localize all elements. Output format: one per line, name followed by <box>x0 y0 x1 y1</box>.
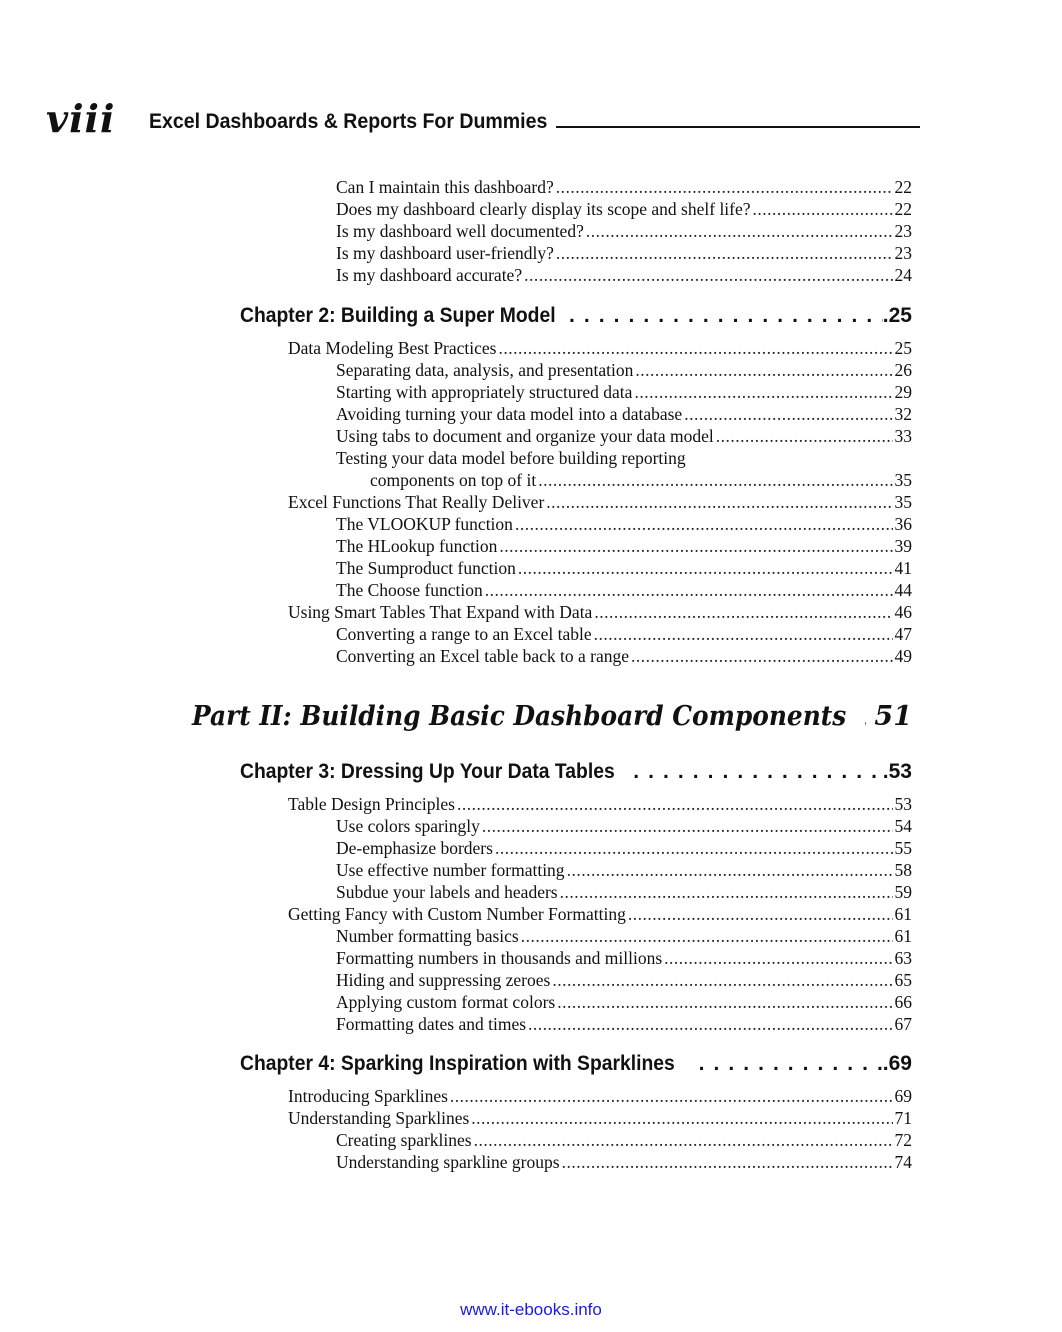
toc-entry: Avoiding turning your data model into a database ..... 32 <box>336 403 912 425</box>
toc-entry: Use effective number formatting ..... 58 <box>336 859 912 881</box>
footer-url: www.it-ebooks.info <box>460 1300 602 1319</box>
toc-entry: The HLookup function ..... 39 <box>336 535 912 557</box>
toc-entry: Formatting numbers in thousands and millions ..... 63 <box>336 947 912 969</box>
toc-entry: The Choose function ..... 44 <box>336 579 912 601</box>
toc-entry: Can I maintain this dashboard? ..... 22 <box>336 176 912 198</box>
toc-entry: Converting an Excel table back to a range ..... 49 <box>336 645 912 667</box>
toc-section: Excel Functions That Really Deliver ..... 35 <box>288 491 912 513</box>
toc-entry: Using tabs to document and organize your data model ..... 33 <box>336 425 912 447</box>
toc-entry: Starting with appropriately structured data ..... 29 <box>336 381 912 403</box>
toc-entry: Understanding sparkline groups ..... 74 <box>336 1151 912 1173</box>
toc-entry: Is my dashboard user-friendly? ..... 23 <box>336 242 912 264</box>
toc-entry: Hiding and suppressing zeroes ..... 65 <box>336 969 912 991</box>
toc-entry: Does my dashboard clearly display its scope and shelf life? ..... 22 <box>336 198 912 220</box>
toc-entry: Is my dashboard accurate? ..... 24 <box>336 264 912 286</box>
toc-entry: Subdue your labels and headers ..... 59 <box>336 881 912 903</box>
toc-section: Getting Fancy with Custom Number Formatting ..... 61 <box>288 903 912 925</box>
toc-entry: The VLOOKUP function ..... 36 <box>336 513 912 535</box>
toc-entry-line1: Testing your data model before building reporting <box>336 448 686 468</box>
toc-section: Data Modeling Best Practices ..... 25 <box>288 337 912 359</box>
toc-entry: Separating data, analysis, and presentation ..... 26 <box>336 359 912 381</box>
toc-entry: Converting a range to an Excel table ..... 47 <box>336 623 912 645</box>
toc-section: Table Design Principles ..... 53 <box>288 793 912 815</box>
toc-entry: De-emphasize borders ..... 55 <box>336 837 912 859</box>
running-head <box>46 96 920 141</box>
toc-section: Understanding Sparklines ..... 71 <box>288 1107 912 1129</box>
book-title: Excel Dashboards & Reports For Dummies <box>149 110 548 133</box>
toc-entry: The Sumproduct function ..... 41 <box>336 557 912 579</box>
toc-entry: Use colors sparingly ..... 54 <box>336 815 912 837</box>
toc-entry: Number formatting basics ..... 61 <box>336 925 912 947</box>
chapter-heading: Chapter 2: Building a Super Model . . . .25 <box>240 303 912 329</box>
page-folio: viii <box>46 96 116 141</box>
toc-section: Using Smart Tables That Expand with Data ..... 46 <box>288 601 912 623</box>
toc-entry: Is my dashboard well documented? ..... 23 <box>336 220 912 242</box>
toc-section: Introducing Sparklines ..... 69 <box>288 1085 912 1107</box>
part-heading: Part II: Building Basic Dashboard Components ..... 51 <box>192 700 912 734</box>
header-rule <box>556 126 920 128</box>
toc-entry: Creating sparklines ..... 72 <box>336 1129 912 1151</box>
toc-entry: Formatting dates and times ..... 67 <box>336 1013 912 1035</box>
chapter-heading: Chapter 4: Sparking Inspiration with Sparklines . . . .69 <box>240 1051 912 1077</box>
chapter-heading: Chapter 3: Dressing Up Your Data Tables . . . .53 <box>240 759 912 785</box>
toc-entry: Applying custom format colors ..... 66 <box>336 991 912 1013</box>
toc-entry-line2: components on top of it ..... 35 <box>370 469 912 491</box>
